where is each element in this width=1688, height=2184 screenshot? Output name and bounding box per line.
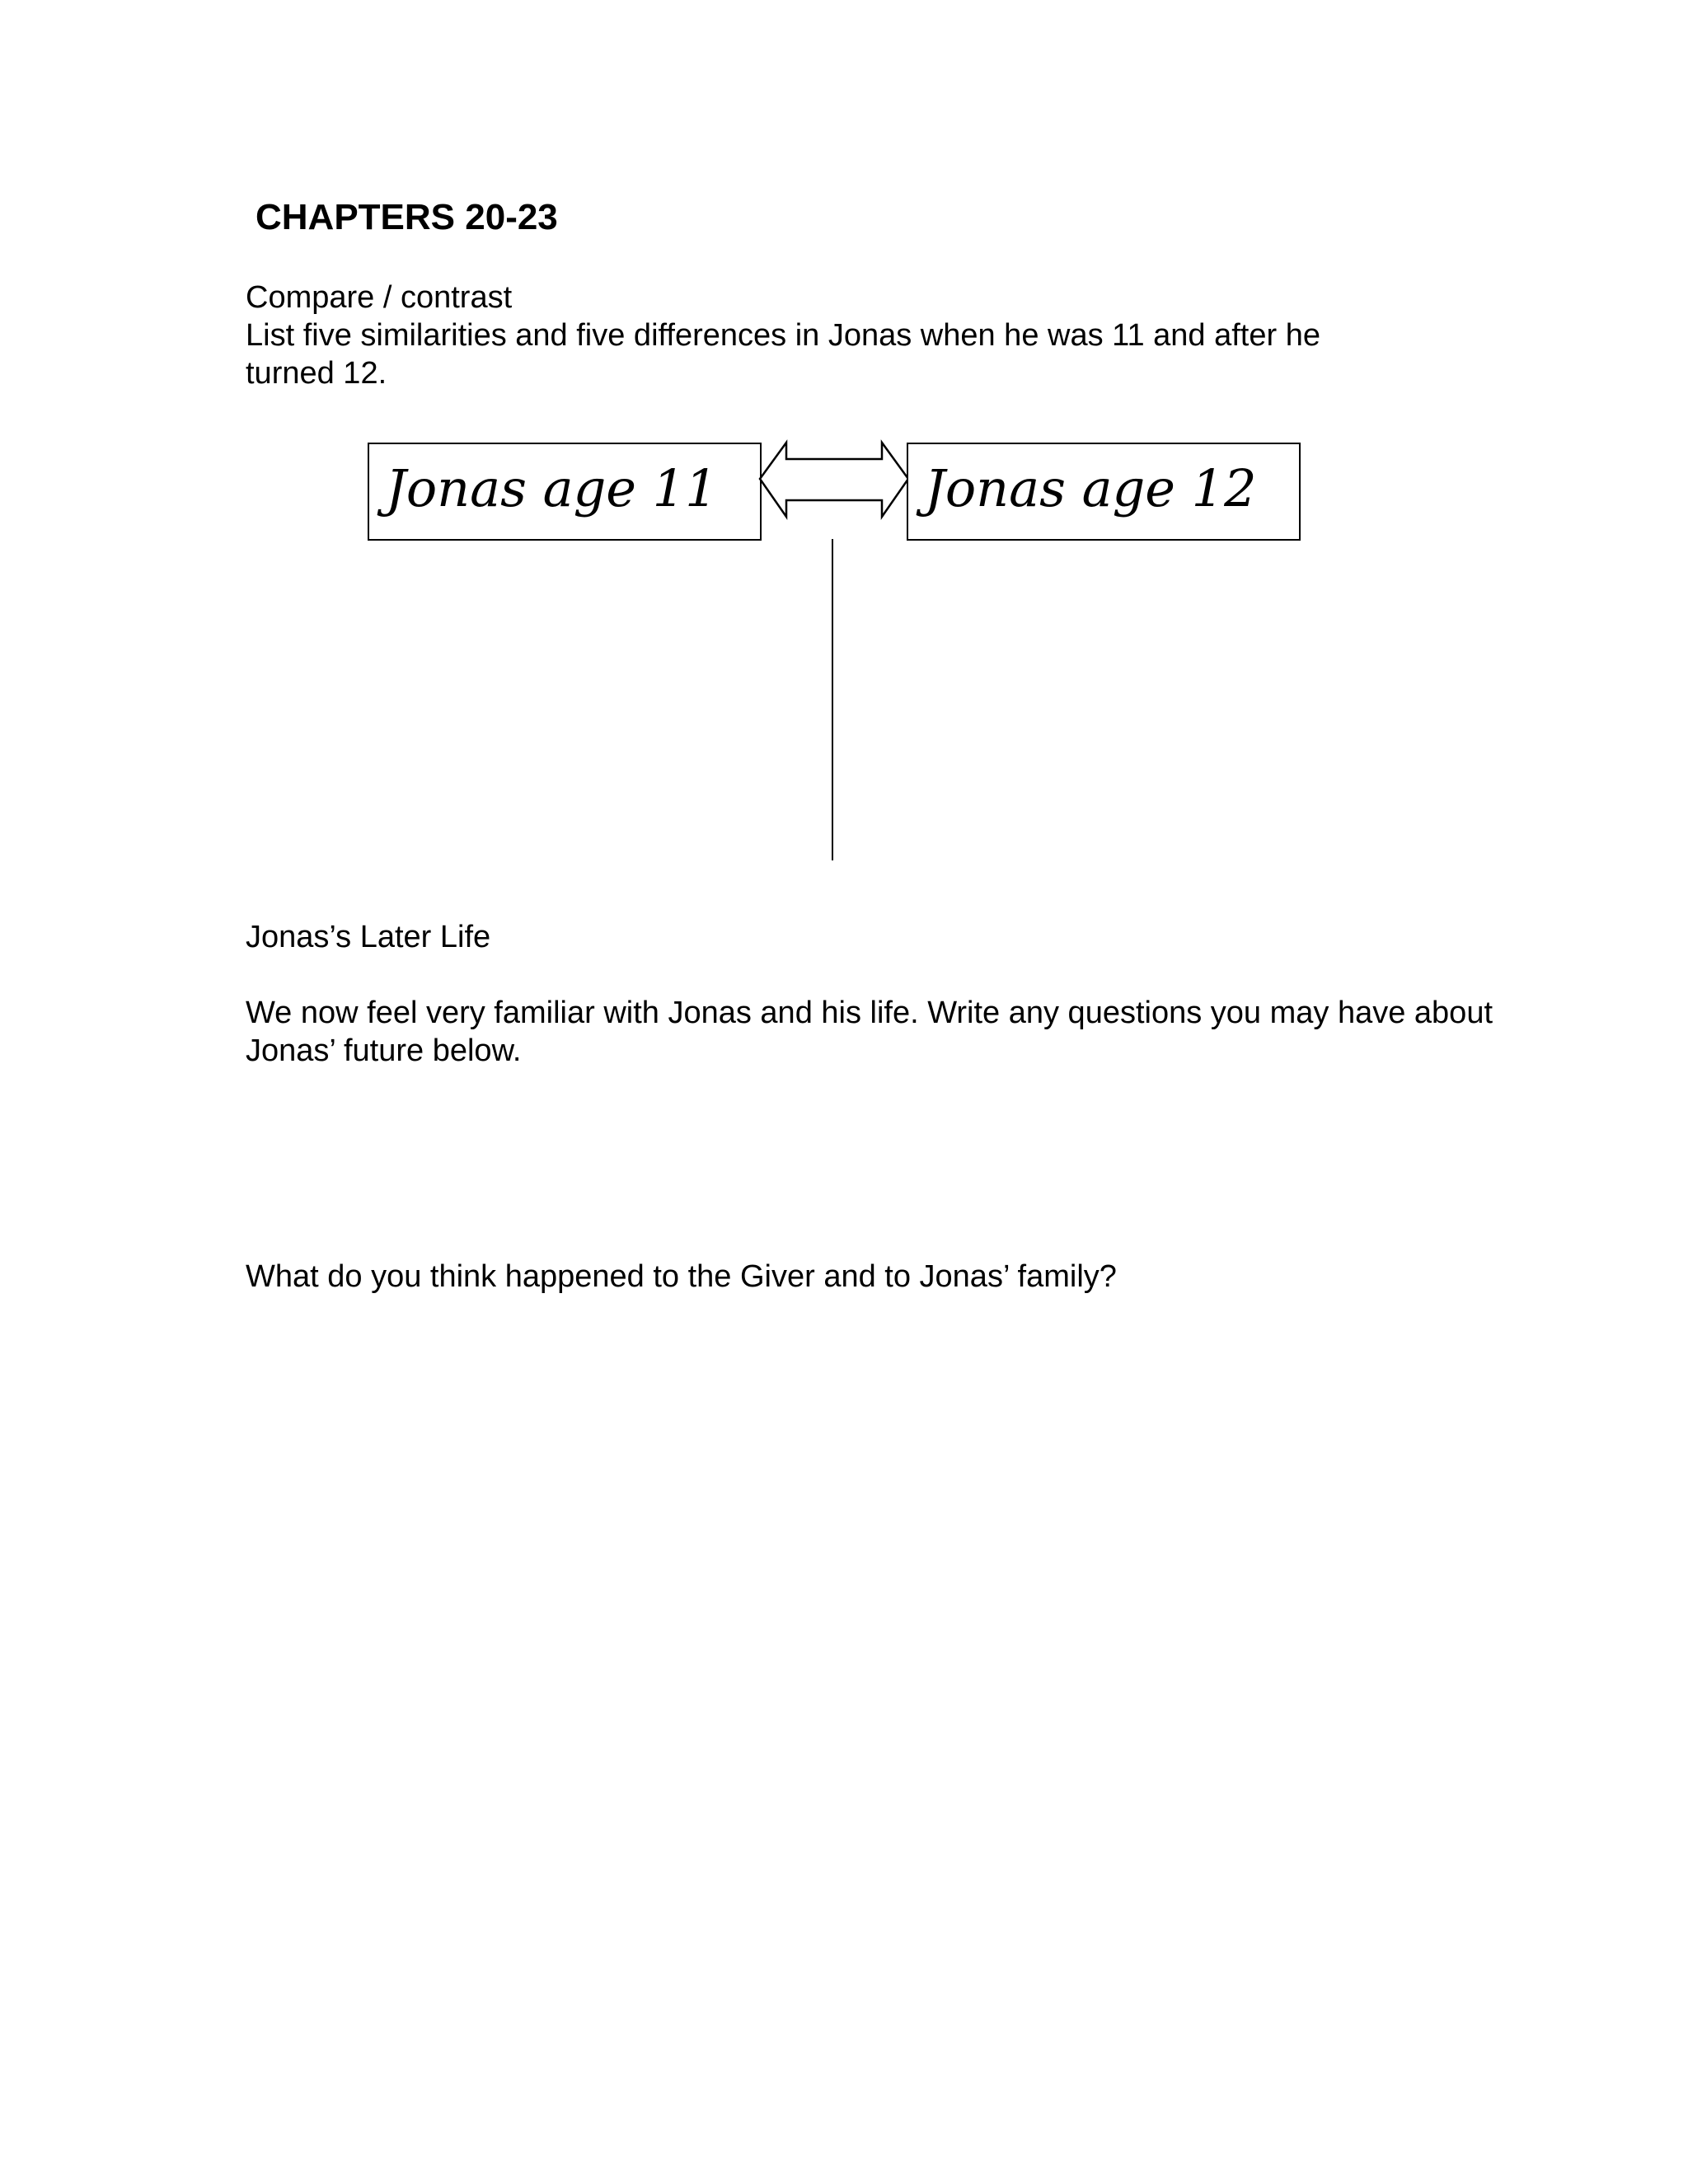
page-title: CHAPTERS 20-23 — [256, 197, 558, 237]
later-life-heading: Jonas’s Later Life — [246, 920, 491, 954]
t-chart-divider — [832, 539, 833, 860]
jonas-age-12-label: Jonas age 12 — [925, 458, 1257, 518]
double-headed-arrow-icon — [758, 439, 910, 522]
jonas-age-11-label: Jonas age 11 — [386, 458, 718, 518]
jonas-age-12-box — [907, 443, 1301, 541]
later-life-prompt: We now feel very familiar with Jonas and his life. Write any questions you may have about Jonas’ future below. — [246, 996, 1493, 1068]
giver-question: What do you think happened to the Giver and to Jonas’ family? — [246, 1259, 1117, 1294]
compare-heading: Compare / contrast — [246, 280, 513, 315]
jonas-age-11-box — [368, 443, 762, 541]
instruction-text: List five similarities and five differences in Jonas when he was 11 and after he turned 12. — [246, 318, 1320, 391]
